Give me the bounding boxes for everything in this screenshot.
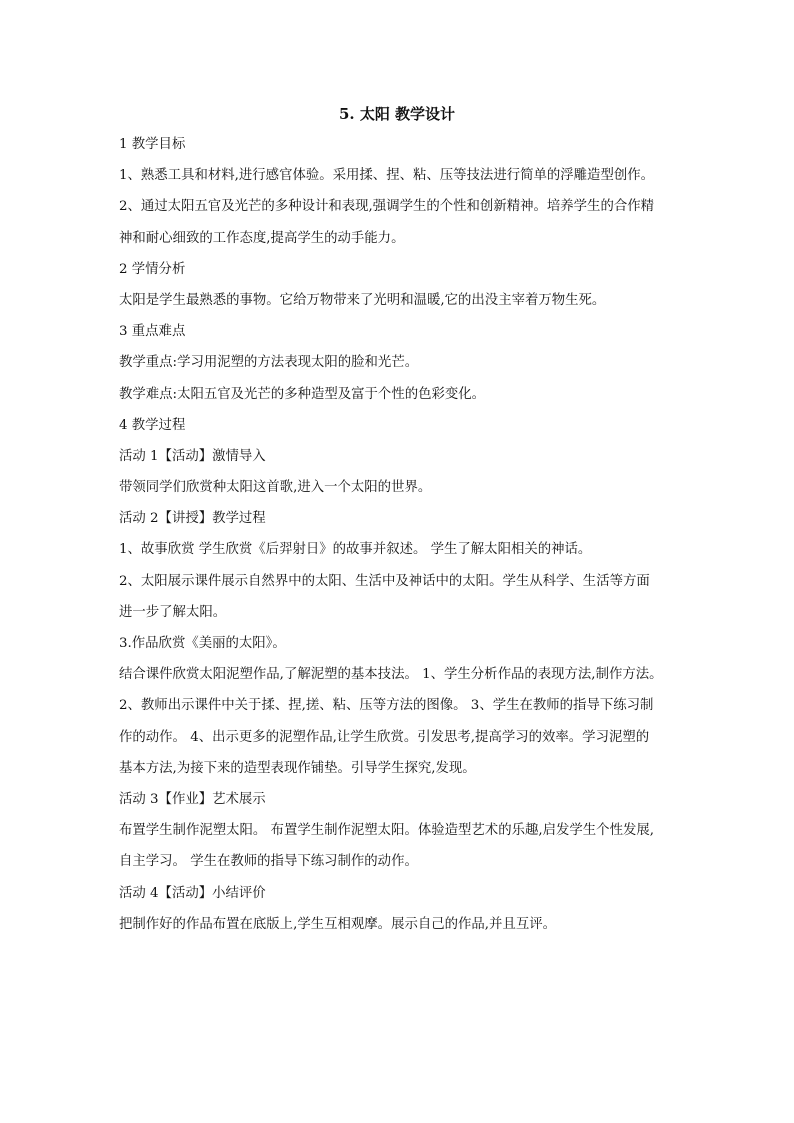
text-line: 活动 1【活动】激情导入 <box>119 448 266 464</box>
document-title: 5. 太阳 教学设计 <box>338 105 456 123</box>
text-line: 作的动作。 4、出示更多的泥塑作品,让学生欣赏。引发思考,提高学习的效率。学习泥塑的 <box>119 729 650 745</box>
text-line: 2、太阳展示课件展示自然界中的太阳、生活中及神话中的太阳。学生从科学、生活等方面 <box>119 573 650 589</box>
text-line: 基本方法,为接下来的造型表现作铺垫。引导学生探究,发现。 <box>119 760 476 776</box>
text-line: 带领同学们欣赏种太阳这首歌,进入一个太阳的世界。 <box>119 480 432 496</box>
text-line: 教学重点:学习用泥塑的方法表现太阳的脸和光芒。 <box>119 355 419 371</box>
text-line: 活动 2【讲授】教学过程 <box>119 511 266 527</box>
text-line: 自主学习。 学生在教师的指导下练习制作的动作。 <box>119 854 418 870</box>
text-line: 结合课件欣赏太阳泥塑作品,了解泥塑的基本技法。 1、学生分析作品的表现方法,制作方法。 <box>119 667 663 683</box>
text-line: 1、熟悉工具和材料,进行感官体验。采用揉、捏、粘、压等技法进行简单的浮雕造型创作。 <box>119 168 655 184</box>
text-line: 4 教学过程 <box>119 417 186 433</box>
text-line: 活动 4【活动】小结评价 <box>119 885 266 901</box>
text-line: 进一步了解太阳。 <box>119 604 227 620</box>
text-line: 把制作好的作品布置在底版上,学生互相观摩。展示自己的作品,并且互评。 <box>119 916 557 932</box>
text-line: 1 教学目标 <box>119 137 186 152</box>
text-line: 3 重点难点 <box>119 324 186 340</box>
text-line: 2 学情分析 <box>119 261 186 277</box>
document-body <box>119 134 679 945</box>
text-line: 太阳是学生最熟悉的事物。它给万物带来了光明和温暖,它的出没主宰着万物生死。 <box>119 292 606 308</box>
text-line: 3.作品欣赏《美丽的太阳》。 <box>119 636 286 651</box>
text-line: 2、通过太阳五官及光芒的多种设计和表现,强调学生的个性和创新精神。培养学生的合作精 <box>119 199 655 215</box>
text-line: 神和耐心细致的工作态度,提高学生的动手能力。 <box>119 230 405 246</box>
text-line: 活动 3【作业】艺术展示 <box>119 791 266 807</box>
text-line: 布置学生制作泥塑太阳。 布置学生制作泥塑太阳。体验造型艺术的乐趣,启发学生个性发展, <box>119 823 655 839</box>
text-line: 教学难点:太阳五官及光芒的多种造型及富于个性的色彩变化。 <box>119 386 486 402</box>
text-line: 1、故事欣赏 学生欣赏《后羿射日》的故事并叙述。 学生了解太阳相关的神话。 <box>119 542 592 558</box>
text-line: 2、教师出示课件中关于揉、捏,搓、粘、压等方法的图像。 3、学生在教师的指导下练习制 <box>119 698 654 714</box>
